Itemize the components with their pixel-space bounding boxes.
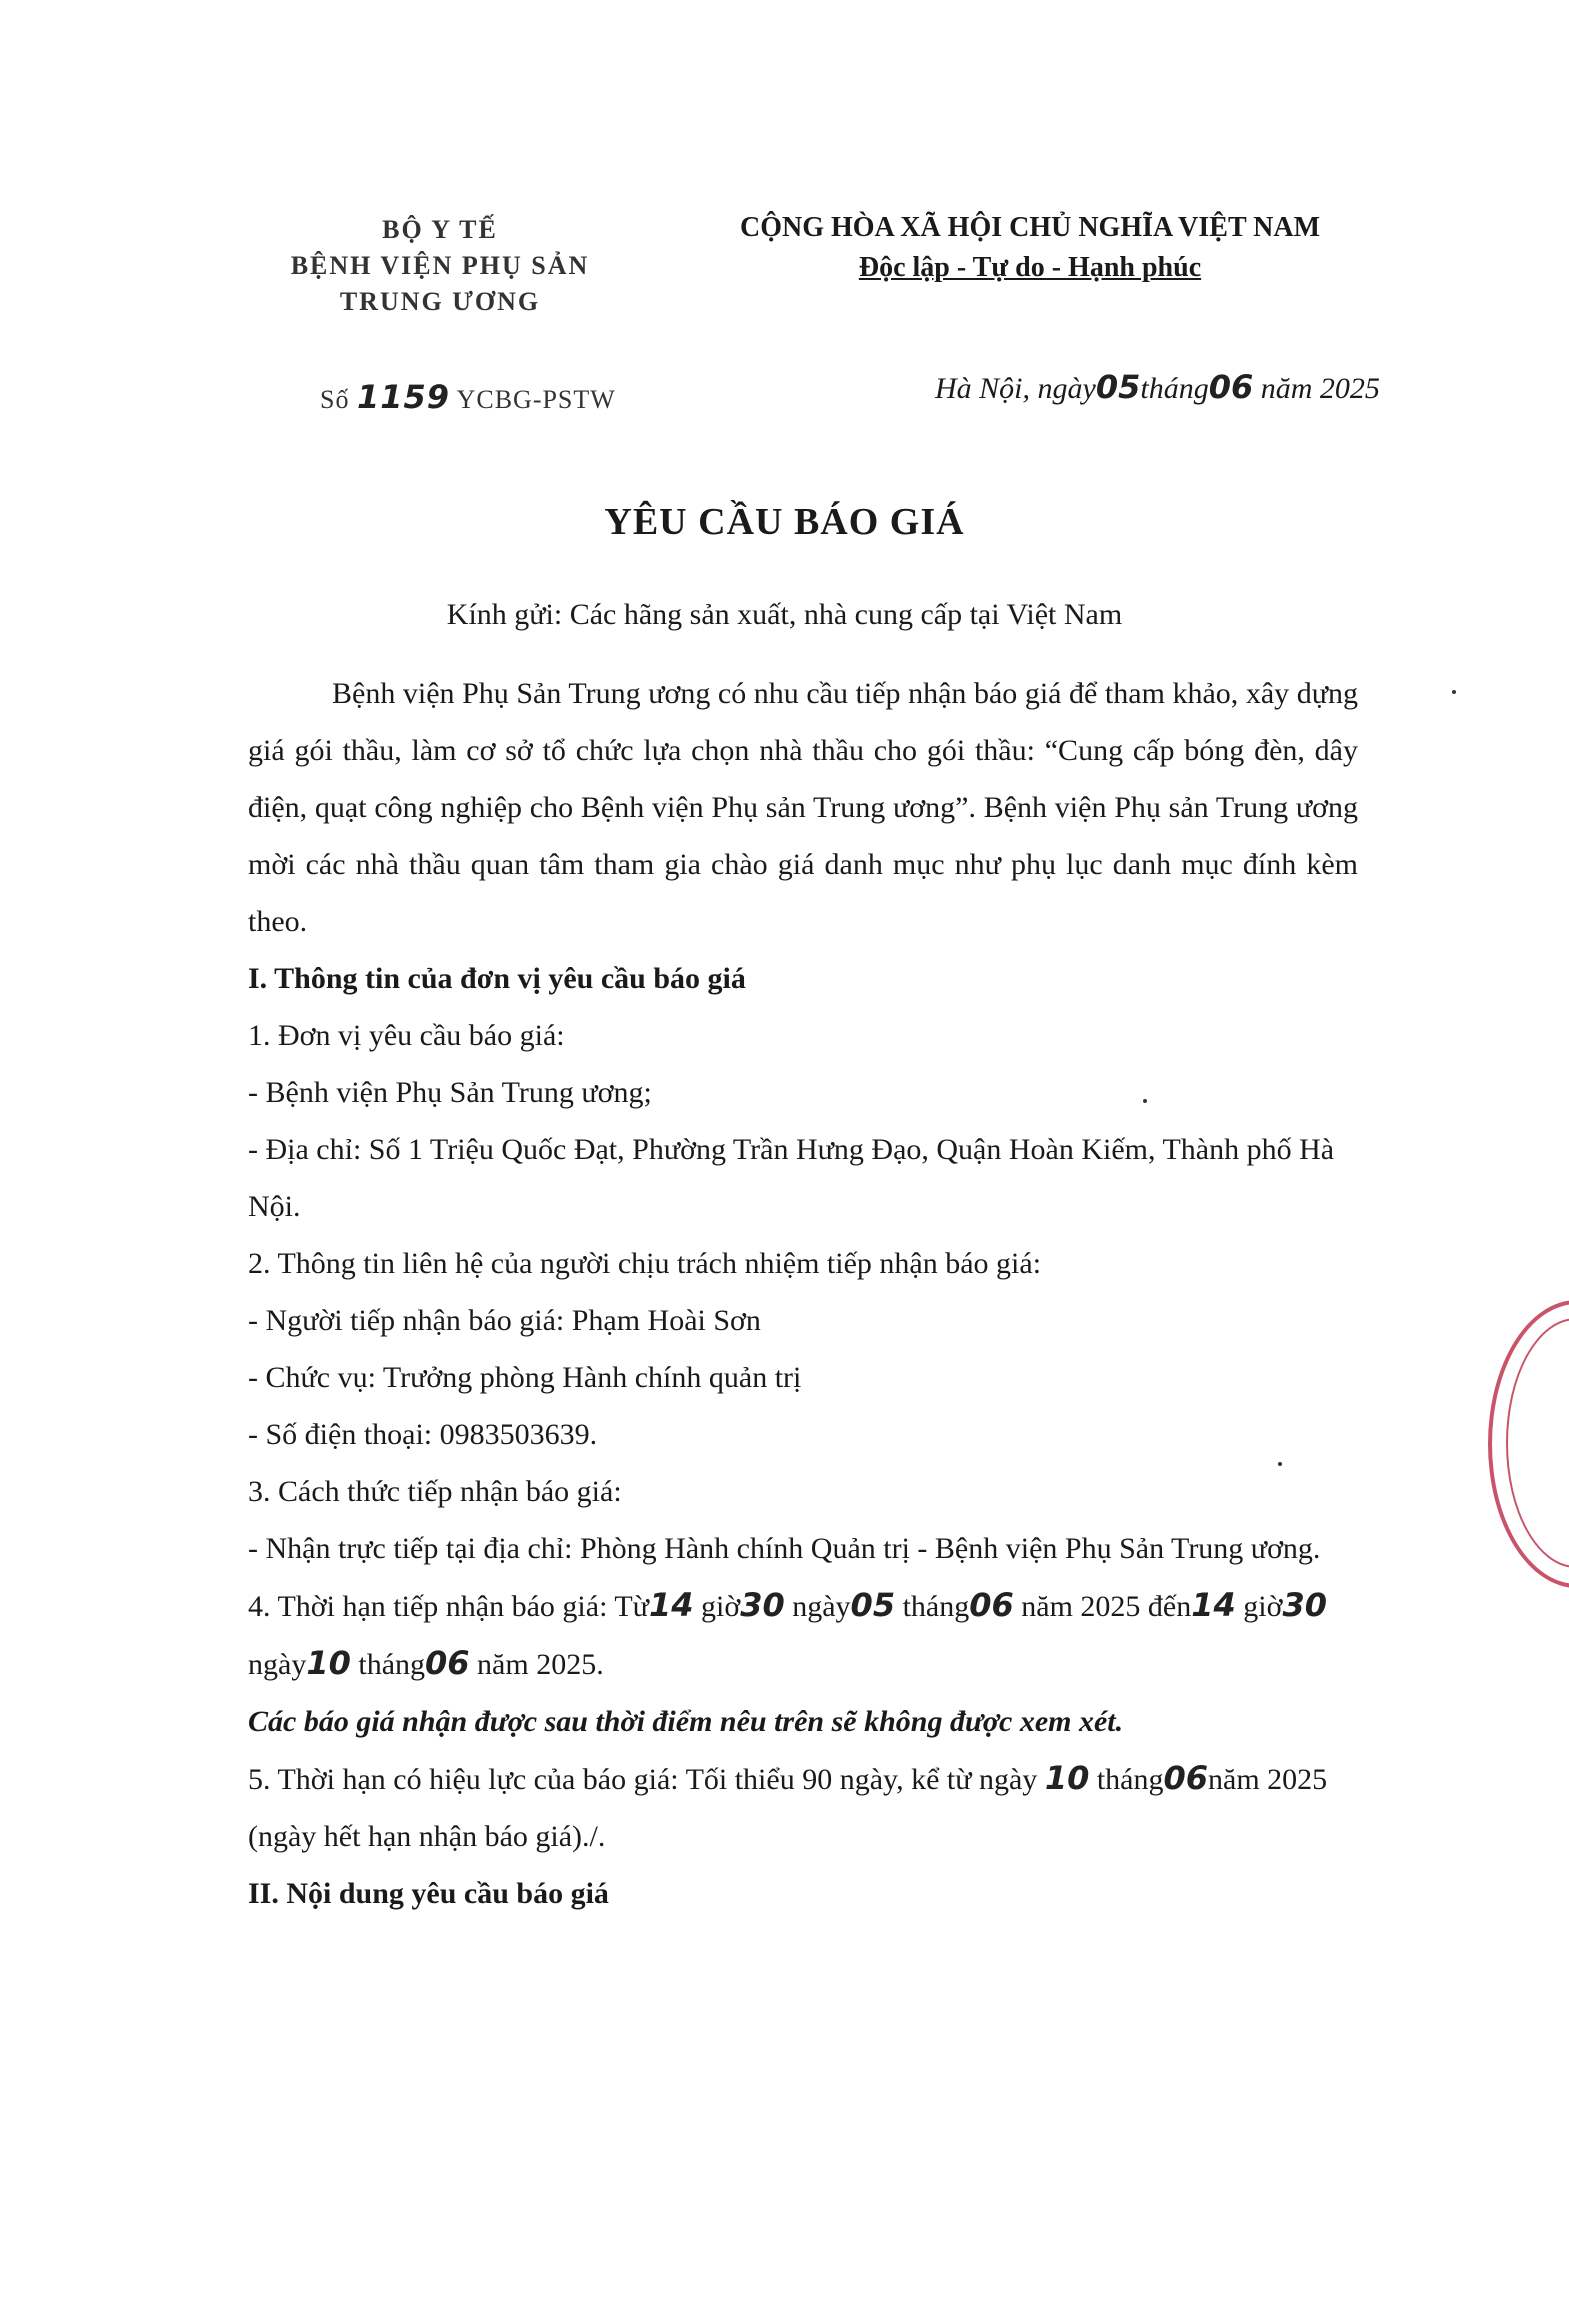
reference-number-handwritten: 1159	[356, 378, 451, 416]
start-hour-handwritten: 14	[648, 1586, 694, 1624]
deadline-text: năm 2025 đến	[1021, 1590, 1192, 1623]
greeting-line: Kính gửi: Các hãng sản xuất, nhà cung cấp tại Việt Nam	[446, 598, 1123, 631]
item2-title: 2. Thông tin liên hệ của người chịu trách nhiệm tiếp nhận báo giá:	[248, 1247, 1042, 1280]
validity-day-handwritten: 10	[1044, 1759, 1090, 1797]
end-minute-handwritten: 30	[1282, 1586, 1327, 1624]
item1-title: 1. Đơn vị yêu cầu báo giá:	[248, 1019, 565, 1052]
validity-text: tháng	[1096, 1763, 1164, 1796]
start-month-handwritten: 06	[969, 1586, 1014, 1624]
section2-heading: II. Nội dung yêu cầu báo giá	[248, 1877, 609, 1910]
scan-speck	[1278, 1462, 1282, 1466]
scan-speck	[1143, 1099, 1147, 1103]
seal-inner-ring	[1506, 1318, 1569, 1568]
deadline-text: giờ	[700, 1590, 741, 1623]
end-hour-handwritten: 14	[1191, 1586, 1236, 1624]
receiver-name: - Người tiếp nhận báo giá: Phạm Hoài Sơn	[248, 1304, 761, 1337]
end-day-handwritten: 10	[306, 1644, 351, 1682]
deadline-text: 4. Thời hạn tiếp nhận báo giá: Từ	[248, 1590, 649, 1623]
deadline-text: năm 2025.	[477, 1648, 604, 1681]
item5-validity	[248, 1750, 1358, 1865]
reference-suffix: YCBG-PSTW	[456, 385, 616, 414]
item4-deadline	[248, 1577, 1358, 1693]
receipt-method: - Nhận trực tiếp tại địa chỉ: Phòng Hành chính Quản trị - Bệnh viện Phụ Sản Trung ương.	[248, 1532, 1321, 1565]
validity-text: 5. Thời hạn có hiệu lực của báo giá: Tối thiểu 90 ngày, kể từ ngày	[248, 1763, 1038, 1796]
start-minute-handwritten: 30	[740, 1586, 785, 1624]
hospital-name-line1: BỆNH VIỆN PHỤ SẢN	[290, 251, 590, 280]
date-month-handwritten: 06	[1208, 368, 1254, 406]
deadline-text: ngày	[248, 1648, 307, 1681]
start-day-handwritten: 05	[850, 1586, 896, 1624]
late-quotation-note: Các báo giá nhận được sau thời điểm nêu trên sẽ không được xem xét.	[248, 1705, 1124, 1738]
document-date	[935, 368, 1380, 406]
republic-name: CỘNG HÒA XÃ HỘI CHỦ NGHĨA VIỆT NAM	[739, 212, 1321, 243]
red-seal-stamp	[1488, 1300, 1569, 1588]
scan-speck	[1452, 690, 1456, 694]
item3-title: 3. Cách thức tiếp nhận báo giá:	[248, 1475, 622, 1508]
deadline-text: tháng	[902, 1590, 970, 1623]
deadline-text: giờ	[1243, 1590, 1283, 1623]
national-motto: Độc lập - Tự do - Hạnh phúc	[858, 252, 1202, 283]
unit-name: - Bệnh viện Phụ Sản Trung ương;	[248, 1076, 652, 1109]
intro-paragraph: Bệnh viện Phụ Sản Trung ương có nhu cầu tiếp nhận báo giá để tham khảo, xây dựng giá gói thầu, làm cơ sở tổ chức lựa chọn nhà thầu cho gói thầu: “Cung cấp bóng đèn, dây điện, quạt công nghiệp cho Bệnh viện Phụ sản Trung ương”. Bệnh viện Phụ sản Trung ương mời các nhà thầu quan tâm tham gia chào giá danh mục như phụ lục danh mục đính kèm theo.	[248, 677, 1358, 938]
document-title: YÊU CẦU BÁO GIÁ	[604, 501, 965, 543]
end-month-handwritten: 06	[425, 1644, 470, 1682]
unit-address: - Địa chỉ: Số 1 Triệu Quốc Đạt, Phường Trần Hưng Đạo, Quận Hoàn Kiếm, Thành phố Hà Nội.	[248, 1133, 1335, 1223]
date-month-label: tháng	[1140, 372, 1209, 405]
national-header	[680, 208, 1380, 288]
date-year: năm 2025	[1260, 372, 1380, 405]
date-place: Hà Nội, ngày	[935, 372, 1096, 405]
deadline-text: ngày	[792, 1590, 851, 1623]
issuer-block	[230, 212, 650, 320]
receiver-phone: - Số điện thoại: 0983503639.	[248, 1418, 598, 1451]
section1-heading: I. Thông tin của đơn vị yêu cầu báo giá	[248, 962, 746, 995]
date-day-handwritten: 05	[1095, 368, 1141, 406]
document-body	[248, 665, 1358, 1922]
reference-prefix: Số	[320, 385, 350, 414]
receiver-position: - Chức vụ: Trưởng phòng Hành chính quản trị	[248, 1361, 802, 1394]
ministry-name: BỘ Y TẾ	[382, 215, 498, 244]
hospital-name-line2: TRUNG ƯƠNG	[339, 287, 541, 316]
validity-text: năm 2025 (ngày hết hạn nhận báo giá)./.	[248, 1763, 1328, 1853]
validity-month-handwritten: 06	[1163, 1759, 1209, 1797]
document-reference	[320, 378, 616, 416]
deadline-text: tháng	[358, 1648, 426, 1681]
